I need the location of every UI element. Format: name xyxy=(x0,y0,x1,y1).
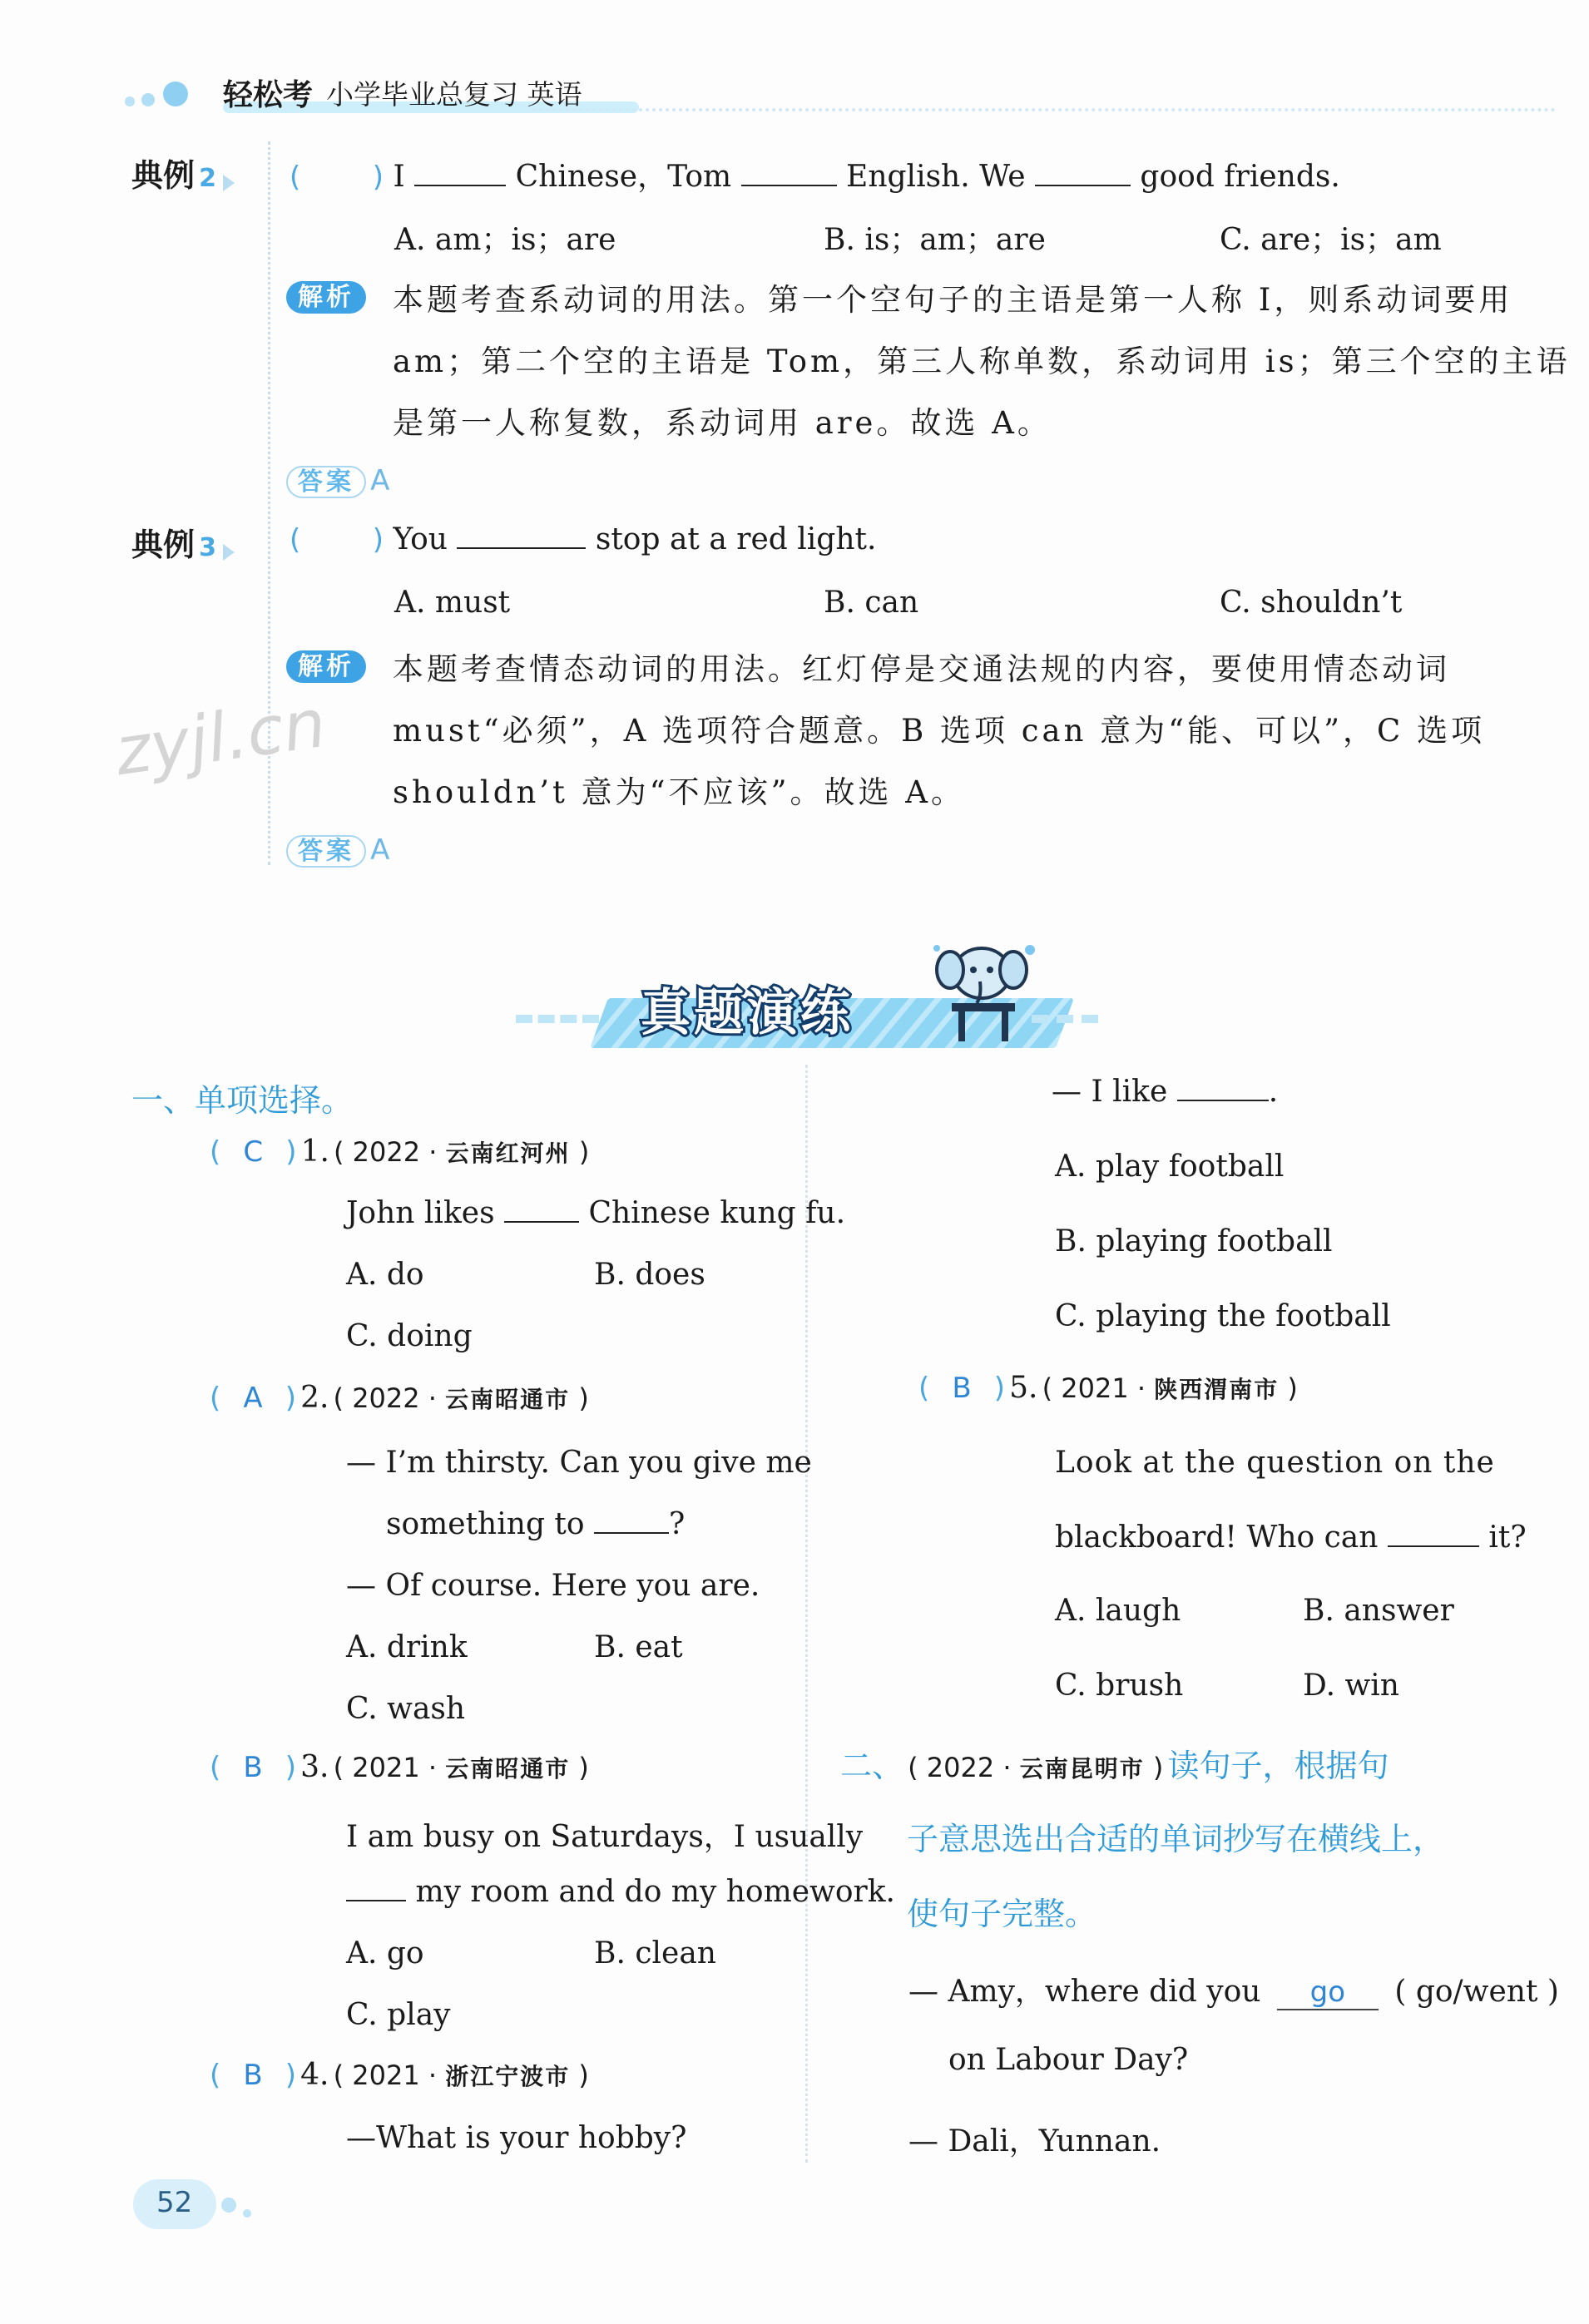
q5-line: blackboard! Who can it? xyxy=(1055,1520,1527,1555)
option: C. doing xyxy=(346,1319,473,1353)
q5-line: Look at the question on the xyxy=(1055,1446,1495,1480)
q4-header xyxy=(210,2058,589,2092)
stem-text: Chinese，Tom xyxy=(515,160,732,194)
q1-stem: John likes Chinese kung fu. xyxy=(346,1196,846,1230)
option: D. win xyxy=(1303,1669,1399,1703)
answer-paren: ) xyxy=(285,1751,297,1784)
section2-title: 子意思选出合适的单词抄写在横线上， xyxy=(907,1821,1445,1857)
q3-header xyxy=(210,1750,589,1784)
question-number: 4. xyxy=(300,2058,329,2092)
option: B. answer xyxy=(1303,1594,1454,1628)
answer-value: A xyxy=(370,833,390,867)
q4-line: — I like . xyxy=(1052,1075,1279,1109)
arrow-icon xyxy=(223,175,235,191)
q4-line: —What is your hobby? xyxy=(346,2121,687,2155)
section2-number: 二、 xyxy=(840,1748,904,1784)
header-brand: 轻松考 xyxy=(223,78,314,112)
stem-text: You xyxy=(393,522,448,556)
stem-text: English. We xyxy=(846,160,1026,194)
header-subtitle: 小学毕业总复习 英语 xyxy=(326,78,582,111)
blank xyxy=(741,181,837,186)
example2-stem xyxy=(290,153,1340,195)
option: B. can xyxy=(824,586,919,620)
watermark: zyjl.cn xyxy=(110,684,331,791)
banner-dashes xyxy=(516,1015,599,1023)
banner-title: 真题演练 xyxy=(641,984,854,1042)
option: C. shouldn’t xyxy=(1220,586,1403,620)
option: A. play football xyxy=(1055,1150,1285,1184)
example2-label xyxy=(131,150,235,195)
blank xyxy=(1177,1096,1269,1101)
blank xyxy=(594,1529,669,1534)
question-source: ( 2022 · 云南昭通市 ) xyxy=(333,1382,589,1414)
option: B. does xyxy=(594,1258,705,1292)
question-source: ( 2022 · 云南红河州 ) xyxy=(334,1136,590,1168)
fill-line: on Labour Day? xyxy=(948,2043,1189,2077)
blank xyxy=(457,544,586,549)
option: C. are；is；am xyxy=(1220,223,1442,257)
blank xyxy=(504,1218,579,1223)
q3-answer: B xyxy=(243,1751,263,1784)
header-divider xyxy=(532,108,1556,111)
example2-label-text: 典例 xyxy=(131,157,196,194)
option: A. do xyxy=(346,1258,424,1292)
fill-answer: go xyxy=(1309,1975,1346,2009)
answer-paren: ) xyxy=(993,1372,1006,1405)
question-number: 2. xyxy=(300,1381,329,1415)
q2-header xyxy=(210,1381,589,1415)
section2-header xyxy=(840,1740,1389,1786)
answer-paren: ( xyxy=(210,1382,221,1415)
option: A. must xyxy=(394,586,511,620)
blank xyxy=(414,181,506,186)
answer-paren: ( xyxy=(210,2059,221,2092)
fill-line: — Dali，Yunnan. xyxy=(908,2124,1161,2158)
option: B. eat xyxy=(594,1630,683,1664)
analysis-line: 本题考查情态动词的用法。红灯停是交通法规的内容，要使用情态动词 xyxy=(393,651,1450,687)
q1-answer: C xyxy=(243,1135,264,1169)
question-number: 5. xyxy=(1009,1371,1038,1405)
option: C. play xyxy=(346,1998,451,2032)
answer-paren: ( ) xyxy=(290,161,384,194)
question-number: 3. xyxy=(300,1750,329,1784)
fill-line: — Amy，where did you go ( go/went ) xyxy=(908,1975,1559,2009)
answer-paren: ) xyxy=(285,1135,297,1169)
q2-line: — I’m thirsty. Can you give me xyxy=(346,1446,812,1480)
page-number: 52 xyxy=(156,2186,193,2219)
elephant-mascot-icon xyxy=(932,932,1040,1048)
question-source: ( 2021 · 云南昭通市 ) xyxy=(333,1752,589,1783)
option: A. am；is；are xyxy=(394,223,616,257)
option: A. laugh xyxy=(1055,1594,1181,1628)
example2-number: 2 xyxy=(199,164,216,193)
option: C. brush xyxy=(1055,1669,1184,1703)
q4-answer: B xyxy=(243,2059,263,2092)
answer-paren: ( xyxy=(210,1751,221,1784)
stem-text: I xyxy=(393,160,405,194)
answer-paren: ) xyxy=(285,2059,297,2092)
section2-title: 使句子完整。 xyxy=(907,1896,1097,1932)
q2-line: — Of course. Here you are. xyxy=(346,1569,760,1603)
analysis-tag: 解析 xyxy=(286,281,366,314)
option: A. go xyxy=(346,1936,424,1970)
answer-tag: 答案 xyxy=(286,466,366,498)
example3-stem xyxy=(290,522,876,556)
analysis-line: 是第一人称复数，系动词用 are。故选 A。 xyxy=(393,405,1052,441)
analysis-line: am；第二个空的主语是 Tom，第三人称单数，系动词用 is；第三个空的主语 xyxy=(393,344,1571,379)
q5-header xyxy=(918,1371,1298,1405)
analysis-line: must“必须”，A 选项符合题意。B 选项 can 意为“能、可以”，C 选项 xyxy=(393,713,1486,749)
q1-header xyxy=(210,1135,589,1169)
answer-paren: ( xyxy=(918,1372,930,1405)
answer-tag: 答案 xyxy=(286,835,366,868)
question-source: ( 2021 · 浙江宁波市 ) xyxy=(333,2059,589,2091)
answer-paren: ) xyxy=(285,1382,296,1415)
question-source: ( 2021 · 陕西渭南市 ) xyxy=(1042,1372,1298,1404)
blank xyxy=(1035,181,1131,186)
option: B. clean xyxy=(594,1936,716,1970)
stem-text: stop at a red light. xyxy=(595,522,877,556)
example3-number: 3 xyxy=(199,533,216,562)
option: B. is；am；are xyxy=(824,223,1046,257)
option: C. wash xyxy=(346,1692,466,1726)
answer-value: A xyxy=(370,464,390,497)
q3-line: I am busy on Saturdays，I usually xyxy=(346,1820,864,1854)
answer-paren: ( ) xyxy=(290,523,384,556)
q2-answer: A xyxy=(243,1382,263,1415)
answer-paren: ( xyxy=(210,1135,221,1169)
arrow-icon xyxy=(223,544,235,561)
decor-dot xyxy=(243,2209,251,2218)
analysis-tag: 解析 xyxy=(286,650,366,683)
example3-label-text: 典例 xyxy=(131,527,196,563)
blank xyxy=(1388,1542,1479,1547)
q3-line: my room and do my homework. xyxy=(346,1875,895,1909)
analysis-line: 本题考查系动词的用法。第一个空句子的主语是第一人称 I，则系动词要用 xyxy=(393,282,1513,318)
option: B. playing football xyxy=(1055,1224,1333,1258)
example3-label xyxy=(131,519,235,565)
question-source: ( 2022 · 云南昆明市 ) xyxy=(908,1752,1164,1783)
banner-dashes xyxy=(1032,1015,1098,1023)
option: C. playing the football xyxy=(1055,1299,1391,1333)
blank xyxy=(346,1896,406,1901)
decor-dot xyxy=(221,2198,236,2213)
analysis-line: shouldn’t 意为“不应该”。故选 A。 xyxy=(393,774,965,810)
section2-title: 读句子，根据句 xyxy=(1167,1748,1389,1784)
q5-answer: B xyxy=(952,1372,972,1405)
stem-text: good friends. xyxy=(1140,160,1340,194)
question-number: 1. xyxy=(300,1135,329,1169)
q2-line: something to ? xyxy=(386,1507,686,1541)
option: A. drink xyxy=(346,1630,468,1664)
section1-title: 一、单项选择。 xyxy=(131,1082,354,1119)
